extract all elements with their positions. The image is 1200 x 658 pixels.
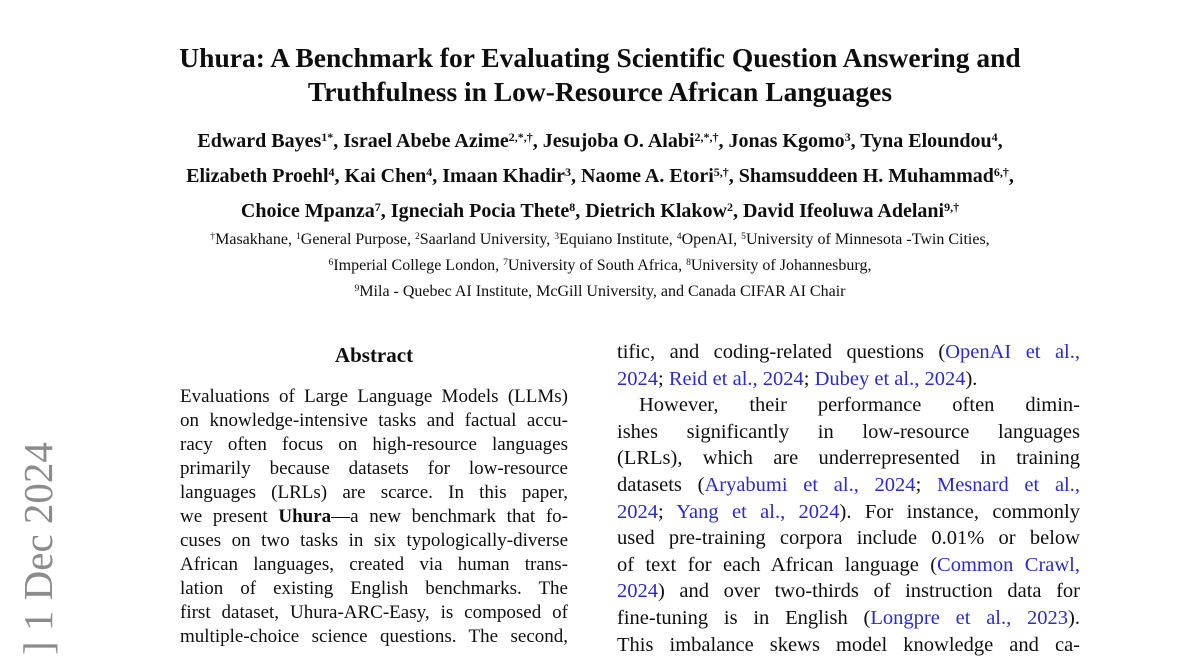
- text-segment: 7: [374, 200, 381, 214]
- text-segment: ).: [965, 367, 978, 390]
- text-segment: 3: [565, 165, 572, 179]
- text-line: [617, 366, 1080, 393]
- text-segment: Masakhane,: [215, 231, 296, 248]
- arxiv-stamp[interactable]: ] 1 Dec 2024: [15, 442, 61, 655]
- text-segment: , Jonas Kgomo: [718, 130, 845, 152]
- text-segment: 9: [354, 283, 360, 295]
- introduction-text: [617, 339, 1080, 658]
- text-segment: ).: [1068, 606, 1080, 629]
- text-segment: , Israel Abebe Azime: [333, 130, 509, 152]
- citation-link[interactable]: Dubey et al., 2024: [814, 367, 966, 390]
- text-line: [180, 409, 568, 433]
- text-segment: African languages, created via human trans-: [180, 554, 568, 575]
- text-segment: Equiano Institute,: [559, 231, 677, 248]
- text-segment: 2,*,†: [508, 130, 533, 144]
- text-segment: University of Johannesburg,: [690, 257, 872, 274]
- text-segment: ,: [1008, 165, 1014, 187]
- text-segment: we present: [180, 506, 279, 527]
- text-segment: ishes significantly in low-resource languages: [617, 420, 1080, 443]
- text-line: [0, 124, 1200, 159]
- text-line: [617, 472, 1080, 499]
- text-segment: first dataset, Uhura-ARC-Easy, is composed of: [180, 602, 568, 623]
- abstract-heading: Abstract: [334, 343, 414, 367]
- text-segment: 5: [741, 231, 746, 243]
- citation-link[interactable]: 2024: [617, 500, 658, 523]
- text-segment: lation of existing English benchmarks. The: [180, 578, 568, 599]
- text-segment: , Kai Chen: [334, 165, 427, 187]
- text-segment: Elizabeth Proehl: [186, 165, 329, 187]
- text-segment: ). For instance, commonly: [839, 500, 1081, 523]
- text-segment: This imbalance skews model knowledge and ca-: [617, 633, 1080, 656]
- text-line: [0, 227, 1200, 253]
- text-segment: 2: [726, 200, 733, 214]
- text-segment: 1: [295, 231, 301, 243]
- text-segment: , David Ifeoluwa Adelani: [732, 200, 945, 222]
- text-segment: 5,†: [713, 165, 729, 179]
- text-line: [180, 601, 568, 625]
- text-segment: tific, and coding-related questions (: [617, 341, 946, 363]
- text-segment: Choice Mpanza: [240, 200, 375, 222]
- text-segment: ;: [658, 367, 669, 390]
- text-line: [617, 632, 1080, 658]
- text-line: [617, 419, 1080, 446]
- text-segment: languages (LRLs) are scarce. In this paper,: [180, 482, 568, 503]
- citation-link[interactable]: Reid et al., 2024: [668, 367, 804, 390]
- text-segment: racy often focus on high-resource languages: [180, 434, 568, 455]
- text-line: [617, 499, 1080, 526]
- text-line: [180, 481, 568, 505]
- citation-link[interactable]: Yang et al., 2024: [676, 500, 840, 523]
- text-segment: 8: [569, 200, 576, 214]
- text-segment: of text for each African language (: [617, 553, 938, 576]
- text-segment: ) and over two-thirds of instruction data for: [658, 580, 1080, 603]
- citation-link[interactable]: Common Crawl,: [937, 553, 1080, 576]
- text-line: [180, 577, 568, 601]
- text-segment: Evaluations of Large Language Models (LLMs): [180, 386, 568, 407]
- text-segment: 3: [554, 231, 560, 243]
- text-segment: ;: [658, 500, 677, 523]
- text-segment: , Tyna Eloundou: [850, 130, 992, 152]
- text-segment: , Jesujoba O. Alabi: [532, 130, 695, 152]
- text-line: [0, 194, 1200, 229]
- text-segment: , Naome A. Etori: [571, 165, 714, 187]
- text-line: [180, 529, 568, 553]
- citation-link[interactable]: 2024: [617, 367, 658, 390]
- author-list: [0, 124, 1200, 229]
- paper-title: [0, 41, 1200, 109]
- text-segment: Imperial College London,: [333, 257, 504, 274]
- text-segment: (LRLs), which are underrepresented in training: [617, 447, 1080, 470]
- text-segment: 1*: [321, 130, 334, 144]
- text-segment: , Shamsuddeen H. Muhammad: [728, 165, 994, 187]
- text-segment: Edward Bayes: [197, 130, 322, 152]
- text-segment: 3: [844, 130, 851, 144]
- text-segment: 9,†: [944, 200, 960, 214]
- text-segment: , Igneciah Pocia Thete: [380, 200, 570, 222]
- text-segment: 4: [991, 130, 998, 144]
- text-segment: 6,†: [993, 165, 1009, 179]
- citation-link[interactable]: Longpre et al., 2023: [870, 606, 1069, 629]
- text-line: [180, 505, 568, 529]
- text-line: [180, 553, 568, 577]
- text-line: [617, 605, 1080, 632]
- text-line: [617, 578, 1080, 605]
- text-line: [0, 279, 1200, 305]
- text-segment: 2: [414, 231, 420, 243]
- text-segment: primarily because datasets for low-resource: [180, 458, 568, 479]
- text-segment: datasets (: [617, 473, 705, 496]
- text-line: [180, 457, 568, 481]
- paper-title-line: Truthfulness in Low-Resource African Languages: [307, 76, 893, 107]
- abstract-text: [180, 385, 568, 649]
- text-segment: 4: [676, 231, 682, 243]
- text-segment: General Purpose,: [300, 231, 415, 248]
- text-segment: ;: [915, 473, 937, 496]
- text-segment: ,: [997, 130, 1003, 152]
- text-segment: University of Minnesota -Twin Cities,: [745, 231, 990, 248]
- text-segment: University of South Africa,: [507, 257, 687, 274]
- text-segment: ;: [803, 367, 815, 390]
- citation-link[interactable]: Aryabumi et al., 2024: [704, 473, 916, 496]
- text-segment: OpenAI,: [681, 231, 742, 248]
- text-line: [617, 445, 1080, 472]
- paper-title-line: Uhura: A Benchmark for Evaluating Scientific Question Answering and: [179, 42, 1021, 73]
- text-segment: 2,*,†: [694, 130, 719, 144]
- text-segment: cuses on two tasks in six typologically-diverse: [180, 530, 568, 551]
- text-segment: , Imaan Khadir: [432, 165, 566, 187]
- text-segment: However, their performance often dimin-: [639, 394, 1080, 417]
- text-segment: 4: [426, 165, 433, 179]
- text-line: [180, 433, 568, 457]
- text-line: [617, 525, 1080, 552]
- text-segment: multiple-choice science questions. The second,: [180, 626, 568, 647]
- text-segment: 8: [686, 257, 691, 269]
- text-segment: Mila - Quebec AI Institute, McGill University, and Canada CIFAR AI Chair: [359, 283, 846, 300]
- text-segment: 6: [328, 257, 334, 269]
- left-column: [180, 343, 568, 649]
- text-segment: on knowledge-intensive tasks and factual accu-: [180, 410, 568, 431]
- text-segment: †: [210, 231, 216, 243]
- text-segment: —a new benchmark that fo-: [331, 506, 568, 527]
- text-line: [617, 339, 1080, 366]
- affiliation-list: [0, 227, 1200, 305]
- text-line: [0, 159, 1200, 194]
- citation-link[interactable]: OpenAI et al.,: [945, 341, 1080, 363]
- text-line: [180, 625, 568, 649]
- text-segment: Uhura: [278, 506, 332, 527]
- text-segment: 4: [328, 165, 335, 179]
- text-segment: used pre-training corpora include 0.01% or below: [617, 527, 1080, 550]
- text-line: [0, 253, 1200, 279]
- text-line: [617, 552, 1080, 579]
- text-segment: fine-tuning is in English (: [617, 606, 871, 629]
- text-segment: Saarland University,: [419, 231, 555, 248]
- text-line: [617, 392, 1080, 419]
- citation-link[interactable]: Mesnard et al.,: [936, 473, 1080, 496]
- text-line: [180, 385, 568, 409]
- citation-link[interactable]: 2024: [617, 580, 658, 603]
- text-segment: 7: [503, 257, 508, 269]
- text-segment: , Dietrich Klakow: [575, 200, 727, 222]
